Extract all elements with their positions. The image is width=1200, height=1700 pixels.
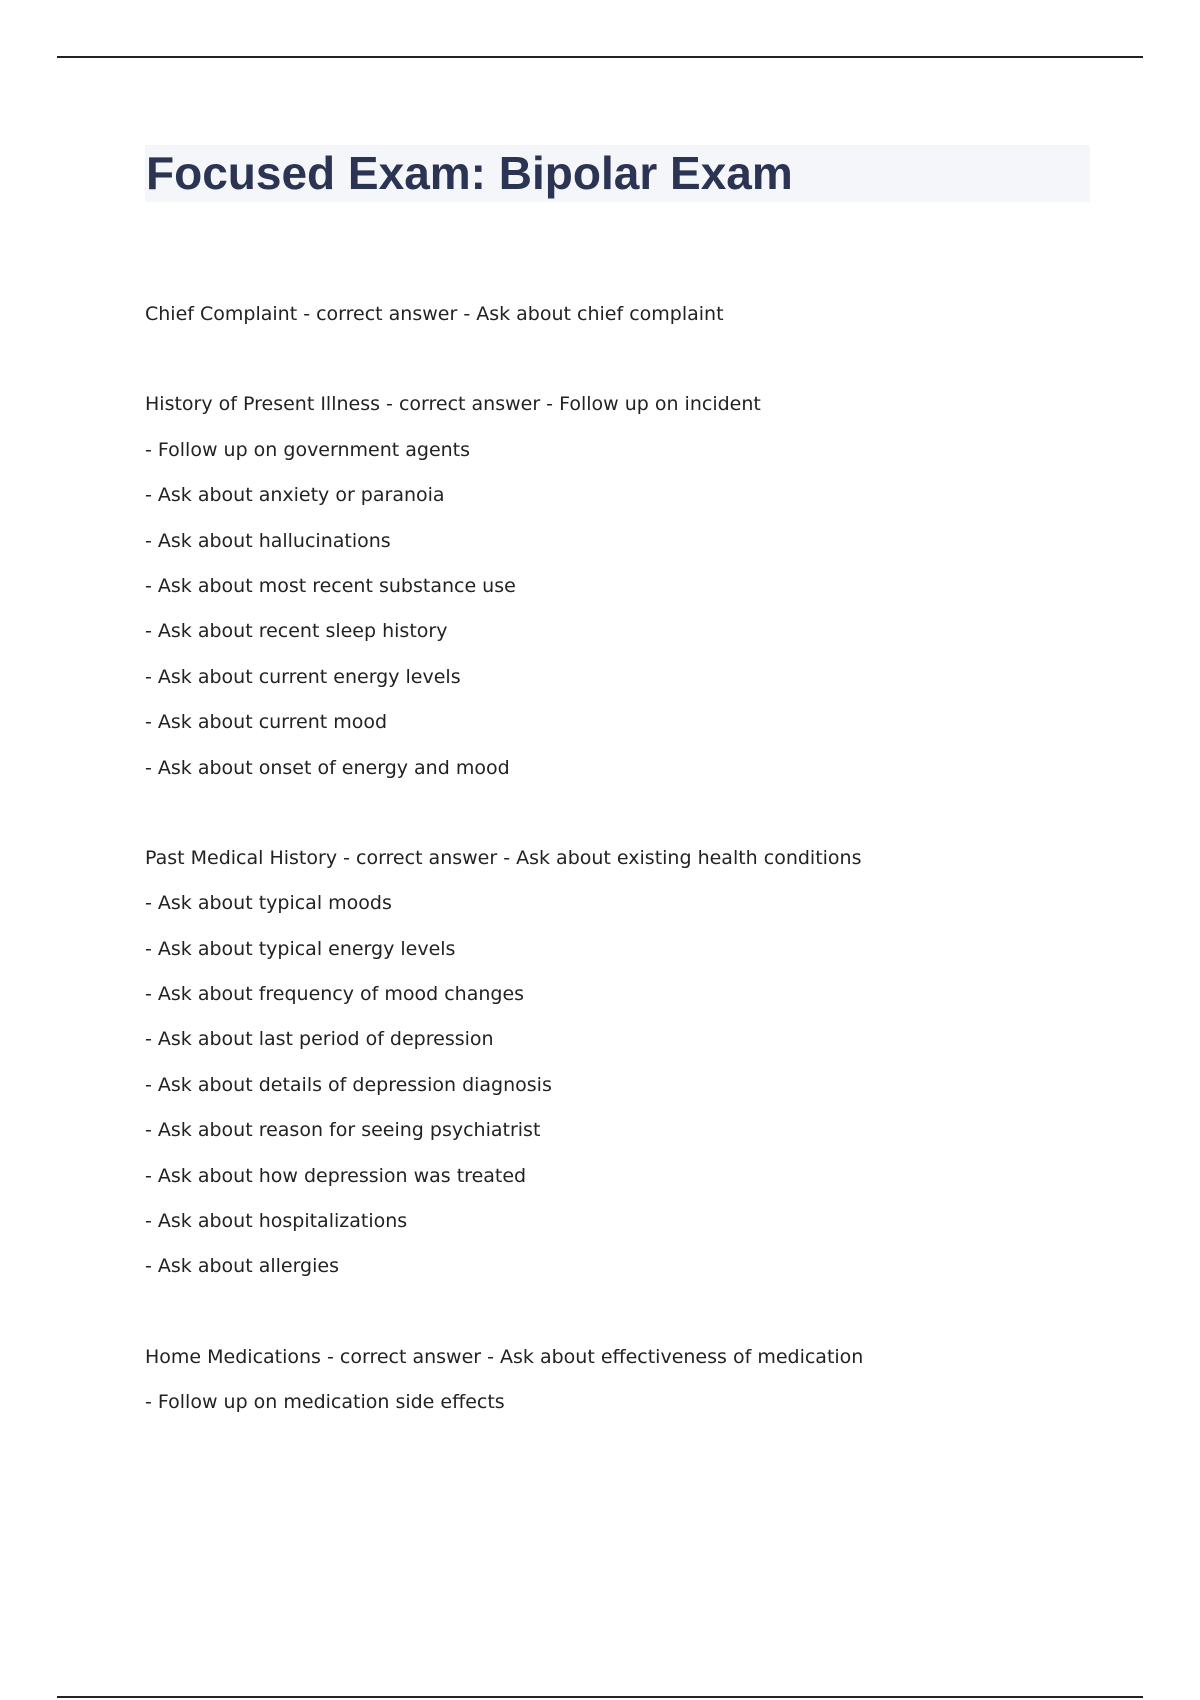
section-heading-line: History of Present Illness - correct answer - Follow up on incident xyxy=(145,393,761,416)
footer-rule xyxy=(57,1696,1143,1698)
section-past-medical-history xyxy=(145,836,1095,1290)
list-item: - Ask about typical energy levels xyxy=(145,937,456,960)
section-heading-line: Chief Complaint - correct answer - Ask about chief complaint xyxy=(145,303,724,325)
section-chief-complaint xyxy=(145,292,1095,337)
list-item: - Follow up on government agents xyxy=(145,438,471,461)
section-home-medications xyxy=(145,1335,1095,1426)
list-item: - Ask about details of depression diagnosis xyxy=(145,1073,552,1096)
list-item: - Ask about typical moods xyxy=(145,892,392,915)
list-item: - Ask about frequency of mood changes xyxy=(145,983,525,1006)
page-title: Focused Exam: Bipolar Exam xyxy=(146,147,793,199)
document-body xyxy=(145,292,1095,1471)
list-item: - Ask about last period of depression xyxy=(145,1028,494,1051)
section-history-present-illness xyxy=(145,382,1095,791)
list-item: - Ask about hospitalizations xyxy=(145,1210,408,1233)
section-heading-line: Home Medications - correct answer - Ask about effectiveness of medication xyxy=(145,1345,864,1368)
list-item: - Follow up on medication side effects xyxy=(145,1391,505,1414)
list-item: - Ask about onset of energy and mood xyxy=(145,756,510,779)
list-item: - Ask about reason for seeing psychiatrist xyxy=(145,1119,541,1142)
list-item: - Ask about anxiety or paranoia xyxy=(145,484,445,507)
header-rule xyxy=(57,56,1143,58)
list-item: - Ask about current mood xyxy=(145,711,388,734)
list-item: - Ask about allergies xyxy=(145,1255,339,1278)
list-item: - Ask about hallucinations xyxy=(145,529,391,552)
list-item: - Ask about current energy levels xyxy=(145,665,461,688)
section-heading-line: Past Medical History - correct answer - Ask about existing health conditions xyxy=(145,846,862,869)
list-item: - Ask about how depression was treated xyxy=(145,1164,527,1187)
list-item: - Ask about recent sleep history xyxy=(145,620,448,643)
list-item: - Ask about most recent substance use xyxy=(145,574,516,597)
